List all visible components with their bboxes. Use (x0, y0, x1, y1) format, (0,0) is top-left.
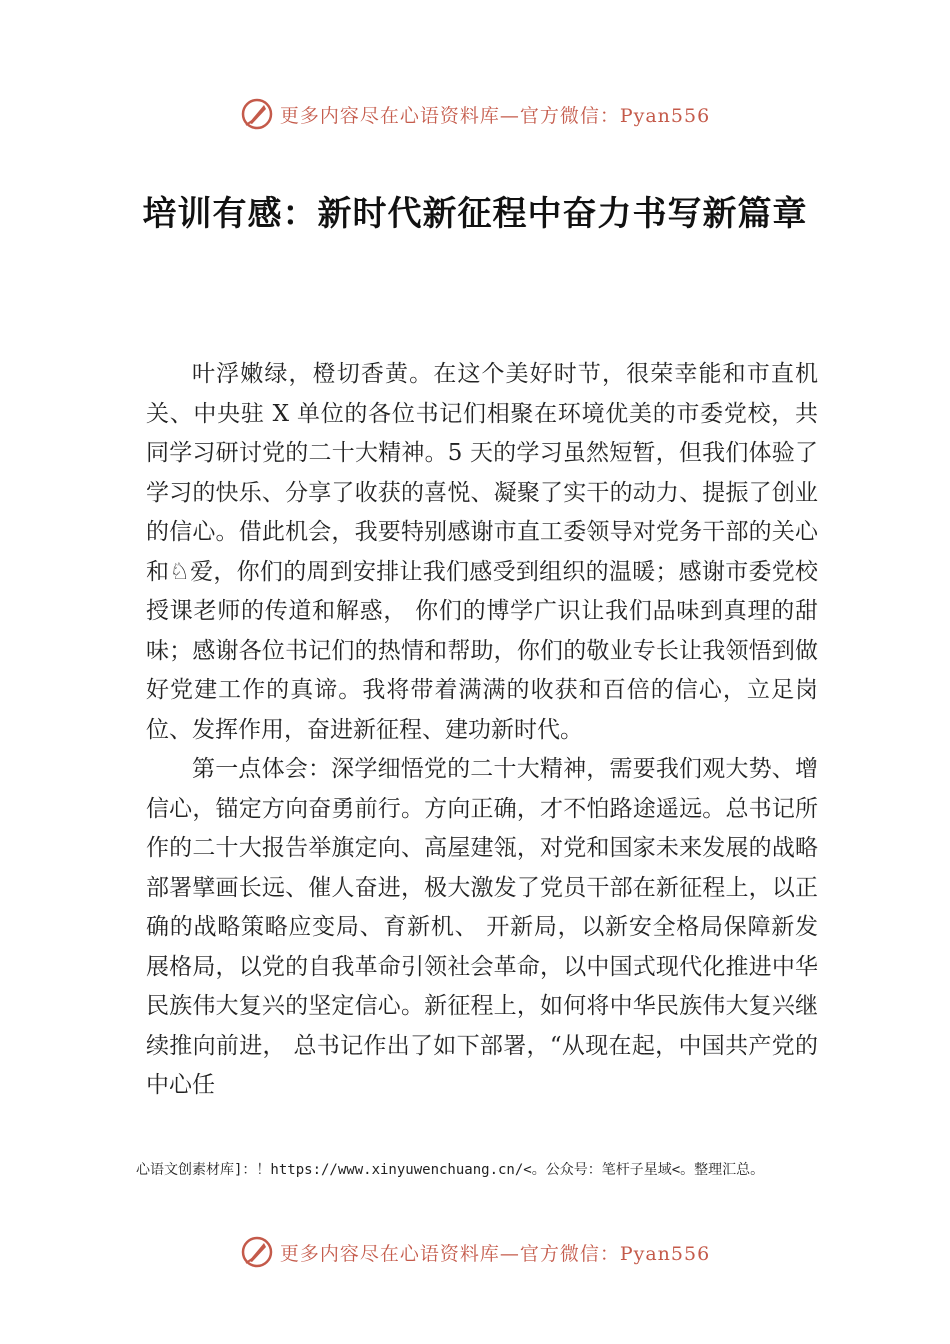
footer-banner (0, 1232, 950, 1272)
footnote: 心语文创素材库]：！https://www.xinyuwenchuang.cn/<。公众号：笔杆子星域<。整理汇总。 (136, 1162, 765, 1178)
paragraph-1: 叶浮嫩绿，橙切香黄。在这个美好时节，很荣幸能和市直机关、中央驻 X 单位的各位书记们相聚在环境优美的市委党校，共同学习研讨党的二十大精神。5 天的学习虽然短暂，但我们体验了学习的快乐、分享了收获的喜悦、凝聚了实干的动力、提振了创业的信心。借此机会，我要特别感谢市直工委领导对党务干部的关心和♘爱，你们的周到安排让我们感受到组织的温暖；感谢市委党校授课老师的传道和解惑， 你们的博学广识让我们品味到真理的甜味；感谢各位书记们的热情和帮助，你们的敬业专长让我领悟到做好党建工作的真谛。我将带着满满的收获和百倍的信心，立足岗位、发挥作用，奋进新征程、建功新时代。 (146, 361, 818, 743)
header-library-text: 更多内容尽在心语资料库— (279, 104, 520, 127)
quill-logo-icon (240, 1235, 274, 1269)
document-body (146, 355, 818, 1106)
quill-logo-icon (240, 97, 274, 131)
paragraph-2: 第一点体会：深学细悟党的二十大精神，需要我们观大势、增信心，锚定方向奋勇前行。方向正确，才不怕路途遥远。总书记所作的二十大报告举旗定向、高屋建瓴，对党和国家未来发展的战略部署擘画长远、催人奋进，极大激发了党员干部在新征程上，以正确的战略策略应变局、育新机、 开新局，以新安全格局保障新发展格局，以党的自我革命引领社会革命，以中国式现代化推进中华民族伟大复兴的坚定信心。新征程上，如何将中华民族伟大复兴继续推向前进， 总书记作出了如下部署，“从现在起，中国共产党的中心任 (146, 756, 818, 1098)
header-banner (0, 94, 950, 134)
header-wechat-text: 官方微信：Pyan556 (519, 104, 711, 127)
footer-library-text: 更多内容尽在心语资料库— (279, 1242, 520, 1265)
footer-text (280, 1239, 710, 1266)
footer-wechat-text: 官方微信：Pyan556 (519, 1242, 711, 1265)
header-text (280, 101, 710, 128)
document-title: 培训有感：新时代新征程中奋力书写新篇章 (142, 194, 808, 234)
